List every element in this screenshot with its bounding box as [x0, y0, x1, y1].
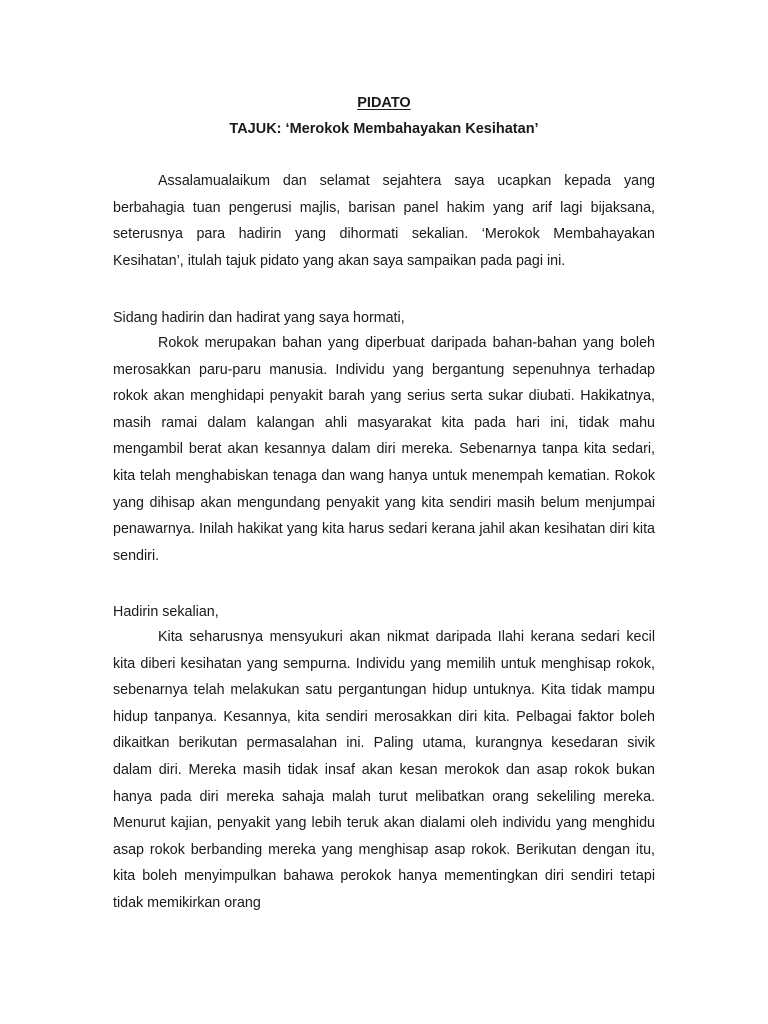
document-subtitle: TAJUK: ‘Merokok Membahayakan Kesihatan’: [229, 121, 539, 137]
paragraph-bersyukur: Kita seharusnya mensyukuri akan nikmat daripada Ilahi kerana sedari kecil kita diberi kesihatan yang sempurna. Individu yang memilih untuk menghisap rokok, sebenarnya telah melakukan satu pergantungan hidup untuknya. Kita tidak mampu hidup tanpanya. Kesannya, kita sendiri merosakkan diri kita. Pelbagai faktor boleh dikaitkan berikutan permasalahan ini. Paling utama, kurangnya kesedaran sivik dalam diri. Mereka masih tidak insaf akan kesan merokok dan asap rokok bukan hanya pada diri mereka sahaja malah turut melibatkan orang sekeliling mereka. Menurut kajian, penyakit yang lebih teruk akan dialami oleh individu yang menghidu asap rokok berbanding mereka yang menghisap asap rokok. Berikutan dengan itu, kita boleh menyimpulkan bahawa perokok hanya mementingkan diri sendiri tetapi tidak memikirkan orang: [113, 629, 655, 911]
greeting-sidang-hadirin: Sidang hadirin dan hadirat yang saya hormati,: [113, 310, 405, 326]
paragraph-opening: Assalamualaikum dan selamat sejahtera saya ucapkan kepada yang berbahagia tuan pengerusi majlis, barisan panel hakim yang arif lagi bijaksana, seterusnya para hadirin yang dihormati sekalian. ‘Merokok Membahayakan Kesihatan’, itulah tajuk pidato yang akan saya sampaikan pada pagi ini.: [113, 173, 655, 269]
greeting-hadirin-sekalian: Hadirin sekalian,: [113, 604, 219, 620]
document-title: PIDATO: [357, 95, 411, 111]
paragraph-rokok: Rokok merupakan bahan yang diperbuat daripada bahan-bahan yang boleh merosakkan paru-paru manusia. Individu yang bergantung sepenuhnya terhadap rokok akan menghidapi penyakit barah yang serius serta sukar diubati. Hakikatnya, masih ramai dalam kalangan ahli masyarakat kita pada hari ini, tidak mahu mengambil berat akan kesannya dalam diri mereka. Sebenarnya tanpa kita sedari, kita telah menghabiskan tenaga dan wang hanya untuk menempah kematian. Rokok yang dihisap akan mengundang penyakit yang kita sendiri masih belum menjumpai penawarnya. Inilah hakikat yang kita harus sedari kerana jahil akan kesihatan diri kita sendiri.: [113, 335, 655, 564]
